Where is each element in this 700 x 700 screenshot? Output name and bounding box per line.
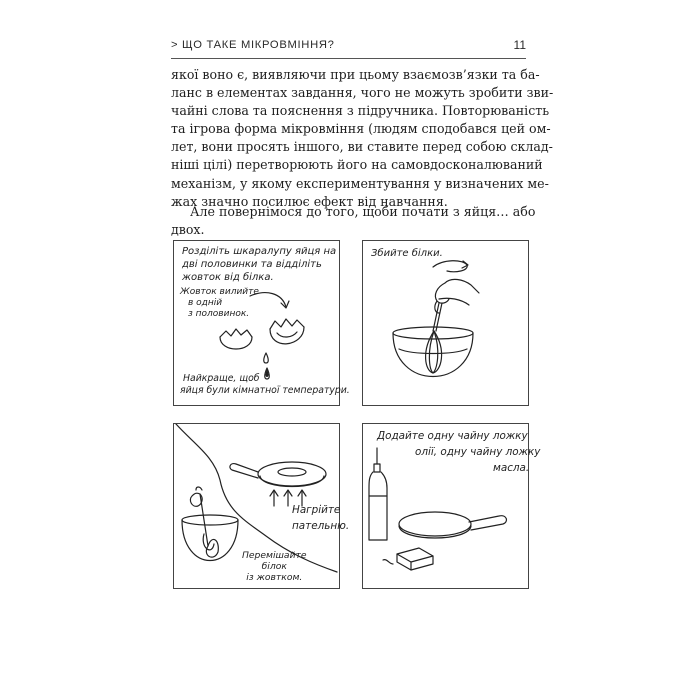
tip-line: Найкраще, щоб [183, 373, 260, 384]
text-line: Але повернімося до того, щоби почати з яйця… або [190, 204, 536, 219]
illustration-panel-separate-egg [173, 240, 350, 406]
mix-line: білок [261, 561, 287, 572]
running-header [171, 36, 526, 59]
text-line: лет, вони просять іншого, ви ставите перед собою склад- [171, 139, 553, 155]
text-line: ланс в елементах завдання, чого не можуть зробити зви- [171, 85, 554, 101]
heat-pan-label [292, 502, 349, 534]
section-title: > ЩО ТАКЕ МІКРОВМІННЯ? [171, 39, 335, 51]
body-paragraph-1 [171, 66, 554, 211]
instruction-line: масла. [493, 462, 530, 474]
instruction-line: жовток від білка. [182, 272, 274, 283]
page-number: 11 [513, 38, 526, 52]
add-oil-butter-instruction [377, 428, 540, 476]
heat-line: Нагрійте [292, 504, 341, 516]
text-line: чайні слова та пояснення з підручника. Повторюваність [171, 103, 550, 119]
yolk-note [180, 287, 259, 320]
note-line: Жовток вилийте [180, 287, 259, 297]
text-line: ніші цілі) перетворюють його на самовдосконалюваний [171, 157, 543, 173]
mix-line: Перемішайте [242, 550, 307, 561]
tip-line: яйця були кімнатної температури. [180, 385, 350, 396]
text-line: жах значно посилює ефект від навчання. [171, 193, 448, 209]
instruction-line: олії, одну чайну ложку [415, 446, 541, 458]
text-line: та ігрова форма мікровміння (людям сподобався цей ом- [171, 121, 551, 137]
instruction-line: Додайте одну чайну ложку [377, 430, 528, 442]
instruction-line: дві половинки та відділіть [182, 259, 322, 270]
illustration-panel-add-oil-butter [362, 423, 541, 589]
whisking-bowl-drawing [363, 241, 528, 405]
separate-instruction [182, 245, 336, 284]
body-paragraph-2 [171, 203, 536, 239]
note-line: в одній [188, 298, 223, 308]
text-line: якої воно є, виявляючи при цьому взаємозв’язки та ба- [171, 67, 540, 82]
whisk-instruction: Збийте білки. [371, 248, 443, 259]
text-line: двох. [171, 222, 205, 238]
temperature-tip [180, 373, 350, 397]
mix-label [242, 550, 307, 583]
illustration-panel-whisk-whites [362, 240, 529, 406]
illustration-panel-heat-and-mix [173, 423, 350, 589]
text-line: механізм, у якому експериментування у визначених ме- [171, 175, 549, 191]
instruction-line: Розділіть шкаралупу яйця на [182, 246, 337, 257]
heat-line: пательню. [292, 520, 350, 532]
note-line: з половинок. [188, 309, 250, 319]
mix-line: із жовтком. [246, 572, 303, 583]
